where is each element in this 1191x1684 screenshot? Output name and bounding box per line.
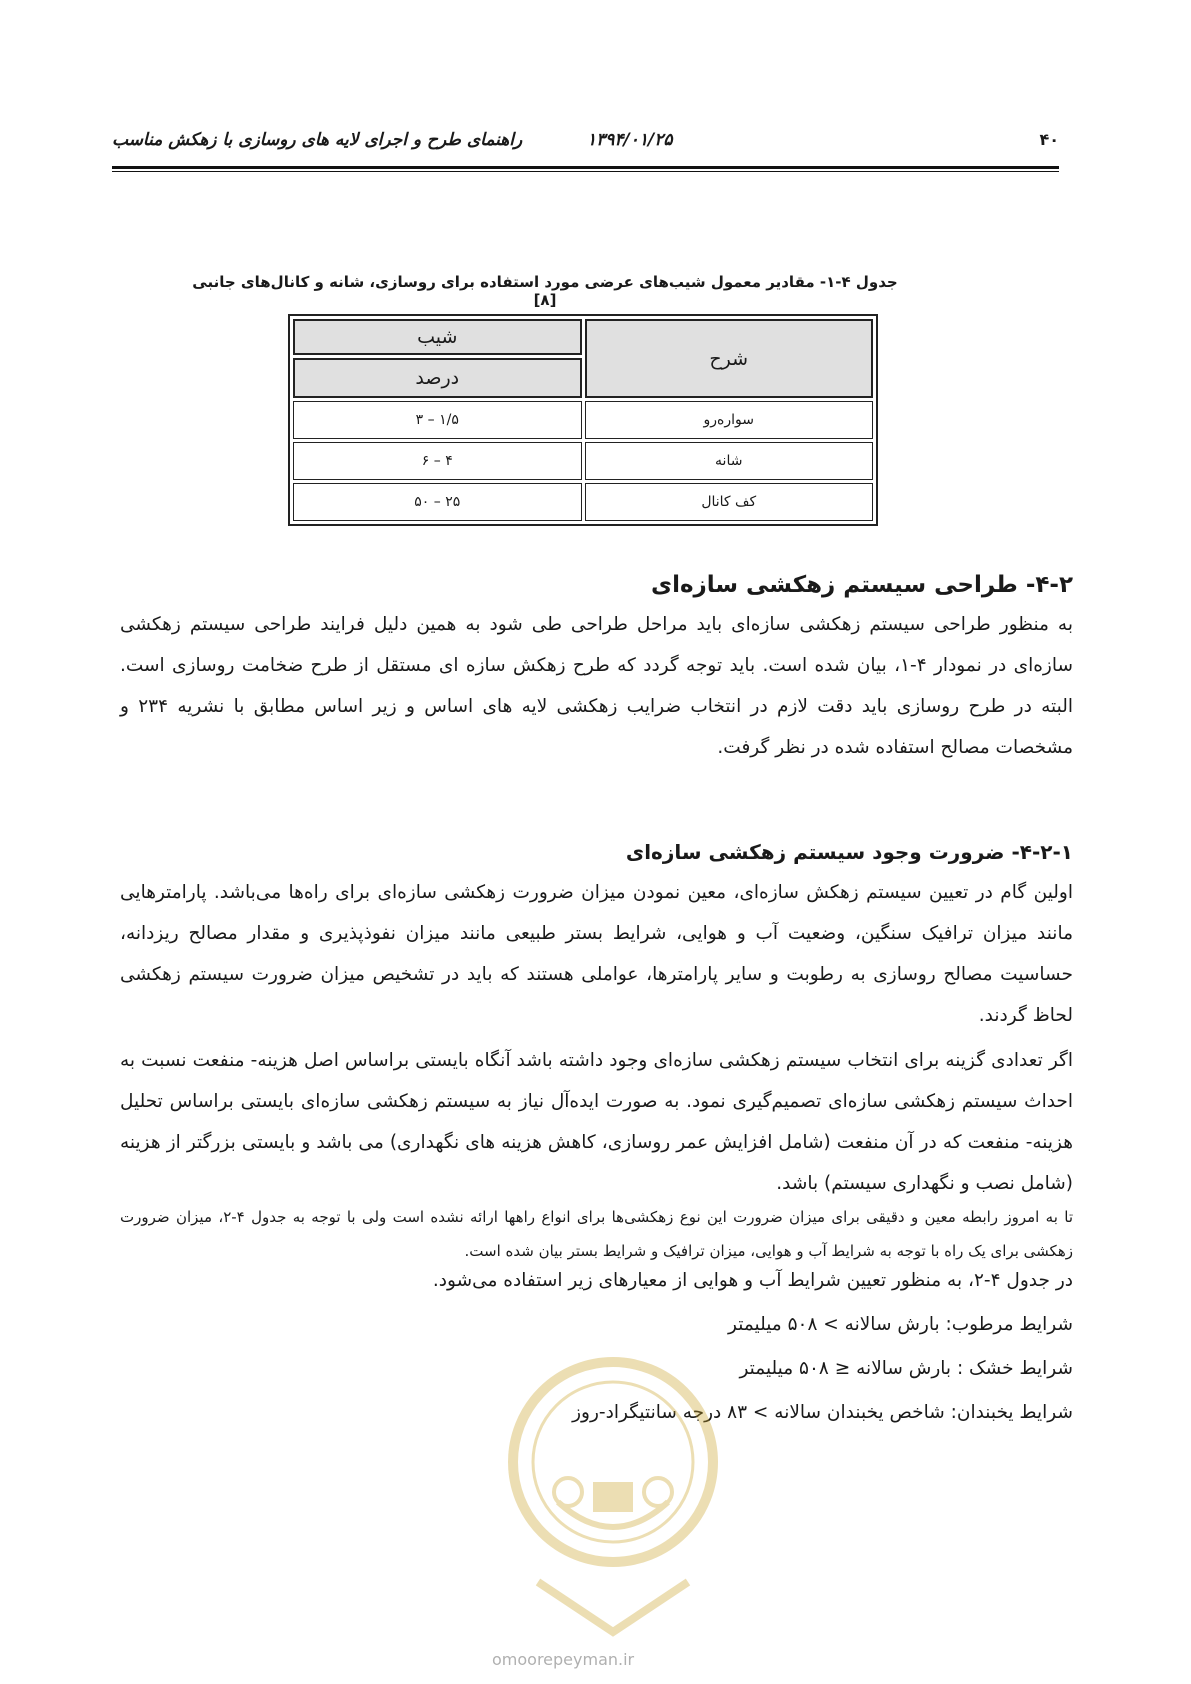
table-cell-value: ۱/۵ – ۳ (293, 401, 582, 439)
paragraph-note: تا به امروز رابطه معین و دقیقی برای میزان ضرورت این نوع زهکشی‌ها برای انواع راهها ارائه نشده است ولی با توجه به جدول ۴-۲، میزان ضرورت زهکشی برای یک راه با توجه به شرایط آب و هوایی، میزان ترافیک و شرایط بستر بیان شده است. (120, 1208, 1073, 1260)
table-header-description: شرح (585, 319, 874, 398)
table-cell-value: ۲۵ – ۵۰ (293, 483, 582, 521)
section-body-design: به منظور طراحی سیستم زهکشی سازه‌ای باید مراحل طراحی طی شود به همین دلیل فرایند طراحی سیستم زهکشی سازه‌ای در نمودار ۴-۱، بیان شده است. باید توجه گردد که طرح زهکش سازه ای مستقل از طرح ضخامت روسازی است. البته در طرح روسازی باید دقت لازم در انتخاب ضرایب زهکشی لایه های اساس و زیر اساس مطابق با نشریه ۲۳۴ و مشخصات مصالح استفاده شده در نظر گرفت. (120, 614, 1073, 758)
table-header-unit: درصد (293, 358, 582, 398)
header-rule-thin (112, 171, 1059, 172)
paragraph-first-step: اولین گام در تعیین سیستم زهکش سازه‌ای، معین نمودن میزان ضرورت زهکشی سازه‌ای برای راه‌ها می‌باشد. پارامترهایی مانند میزان ترافیک سنگین، وضعیت آب و هوایی، شرایط بستر طبیعی مانند میزان نفوذپذیری و مقدار مصالح ریزدانه، حساسیت مصالح روسازی به رطوبت و سایر پارامترها، عواملی هستند که باید در تشخیص میزان ضرورت سیستم زهکشی لحاظ گردند. (120, 882, 1073, 1026)
header-date: ۱۳۹۴/۰۱/۲۵ (587, 130, 673, 150)
page-number: ۴۰ (1039, 130, 1059, 149)
page-header (112, 126, 1059, 166)
slope-table (288, 314, 878, 526)
table-caption: جدول ۴-۱- مقادیر معمول شیب‌های عرضی مورد استفاده برای روسازی، شانه و کانال‌های جانبی [۸] (192, 273, 898, 309)
header-rule (112, 166, 1059, 169)
condition-dry: شرایط خشک : بارش سالانه ≤ ۵۰۸ میلیمتر (739, 1358, 1073, 1379)
watermark-url: omoorepeyman.ir (492, 1650, 635, 1669)
condition-frost: شرایط یخبندان: شاخص یخبندان سالانه > ۸۳ درجه سانتیگراد-روز (572, 1402, 1073, 1423)
table-row (293, 483, 873, 521)
table-header-slope: شیب (293, 319, 582, 355)
paragraph-criteria-intro: در جدول ۴-۲، به منظور تعیین شرایط آب و هوایی از معیارهای زیر استفاده می‌شود. (432, 1270, 1073, 1291)
table-cell-description: شانه (585, 442, 874, 480)
watermark-seal-icon (498, 1352, 728, 1642)
table-row (293, 401, 873, 439)
table-cell-description: سواره‌رو (585, 401, 874, 439)
section-heading-design: ۴-۲- طراحی سیستم زهکشی سازه‌ای (650, 572, 1073, 598)
section-heading-necessity: ۴-۲-۱- ضرورت وجود سیستم زهکشی سازه‌ای (625, 840, 1073, 864)
paragraph-cost-benefit: اگر تعدادی گزینه برای انتخاب سیستم زهکشی سازه‌ای وجود داشته باشد آنگاه بایستی براساس اصل هزینه- منفعت نسبت به احداث سیستم زهکشی سازه‌ای تصمیم‌گیری نمود. به صورت ایده‌آل نیاز به سیستم زهکشی سازه‌ای بایستی براساس تحلیل هزینه- منفعت که در آن منفعت (شامل افزایش عمر روسازی، کاهش هزینه های نگهداری) می باشد و بایستی بزرگتر از هزینه (شامل نصب و نگهداری سیستم) باشد. (120, 1050, 1073, 1194)
condition-wet: شرایط مرطوب: بارش سالانه > ۵۰۸ میلیمتر (728, 1314, 1073, 1335)
table-row (293, 442, 873, 480)
header-title: راهنمای طرح و اجرای لایه های روسازی با زهکش مناسب (112, 130, 523, 150)
table-cell-description: کف کانال (585, 483, 874, 521)
table-cell-value: ۴ – ۶ (293, 442, 582, 480)
